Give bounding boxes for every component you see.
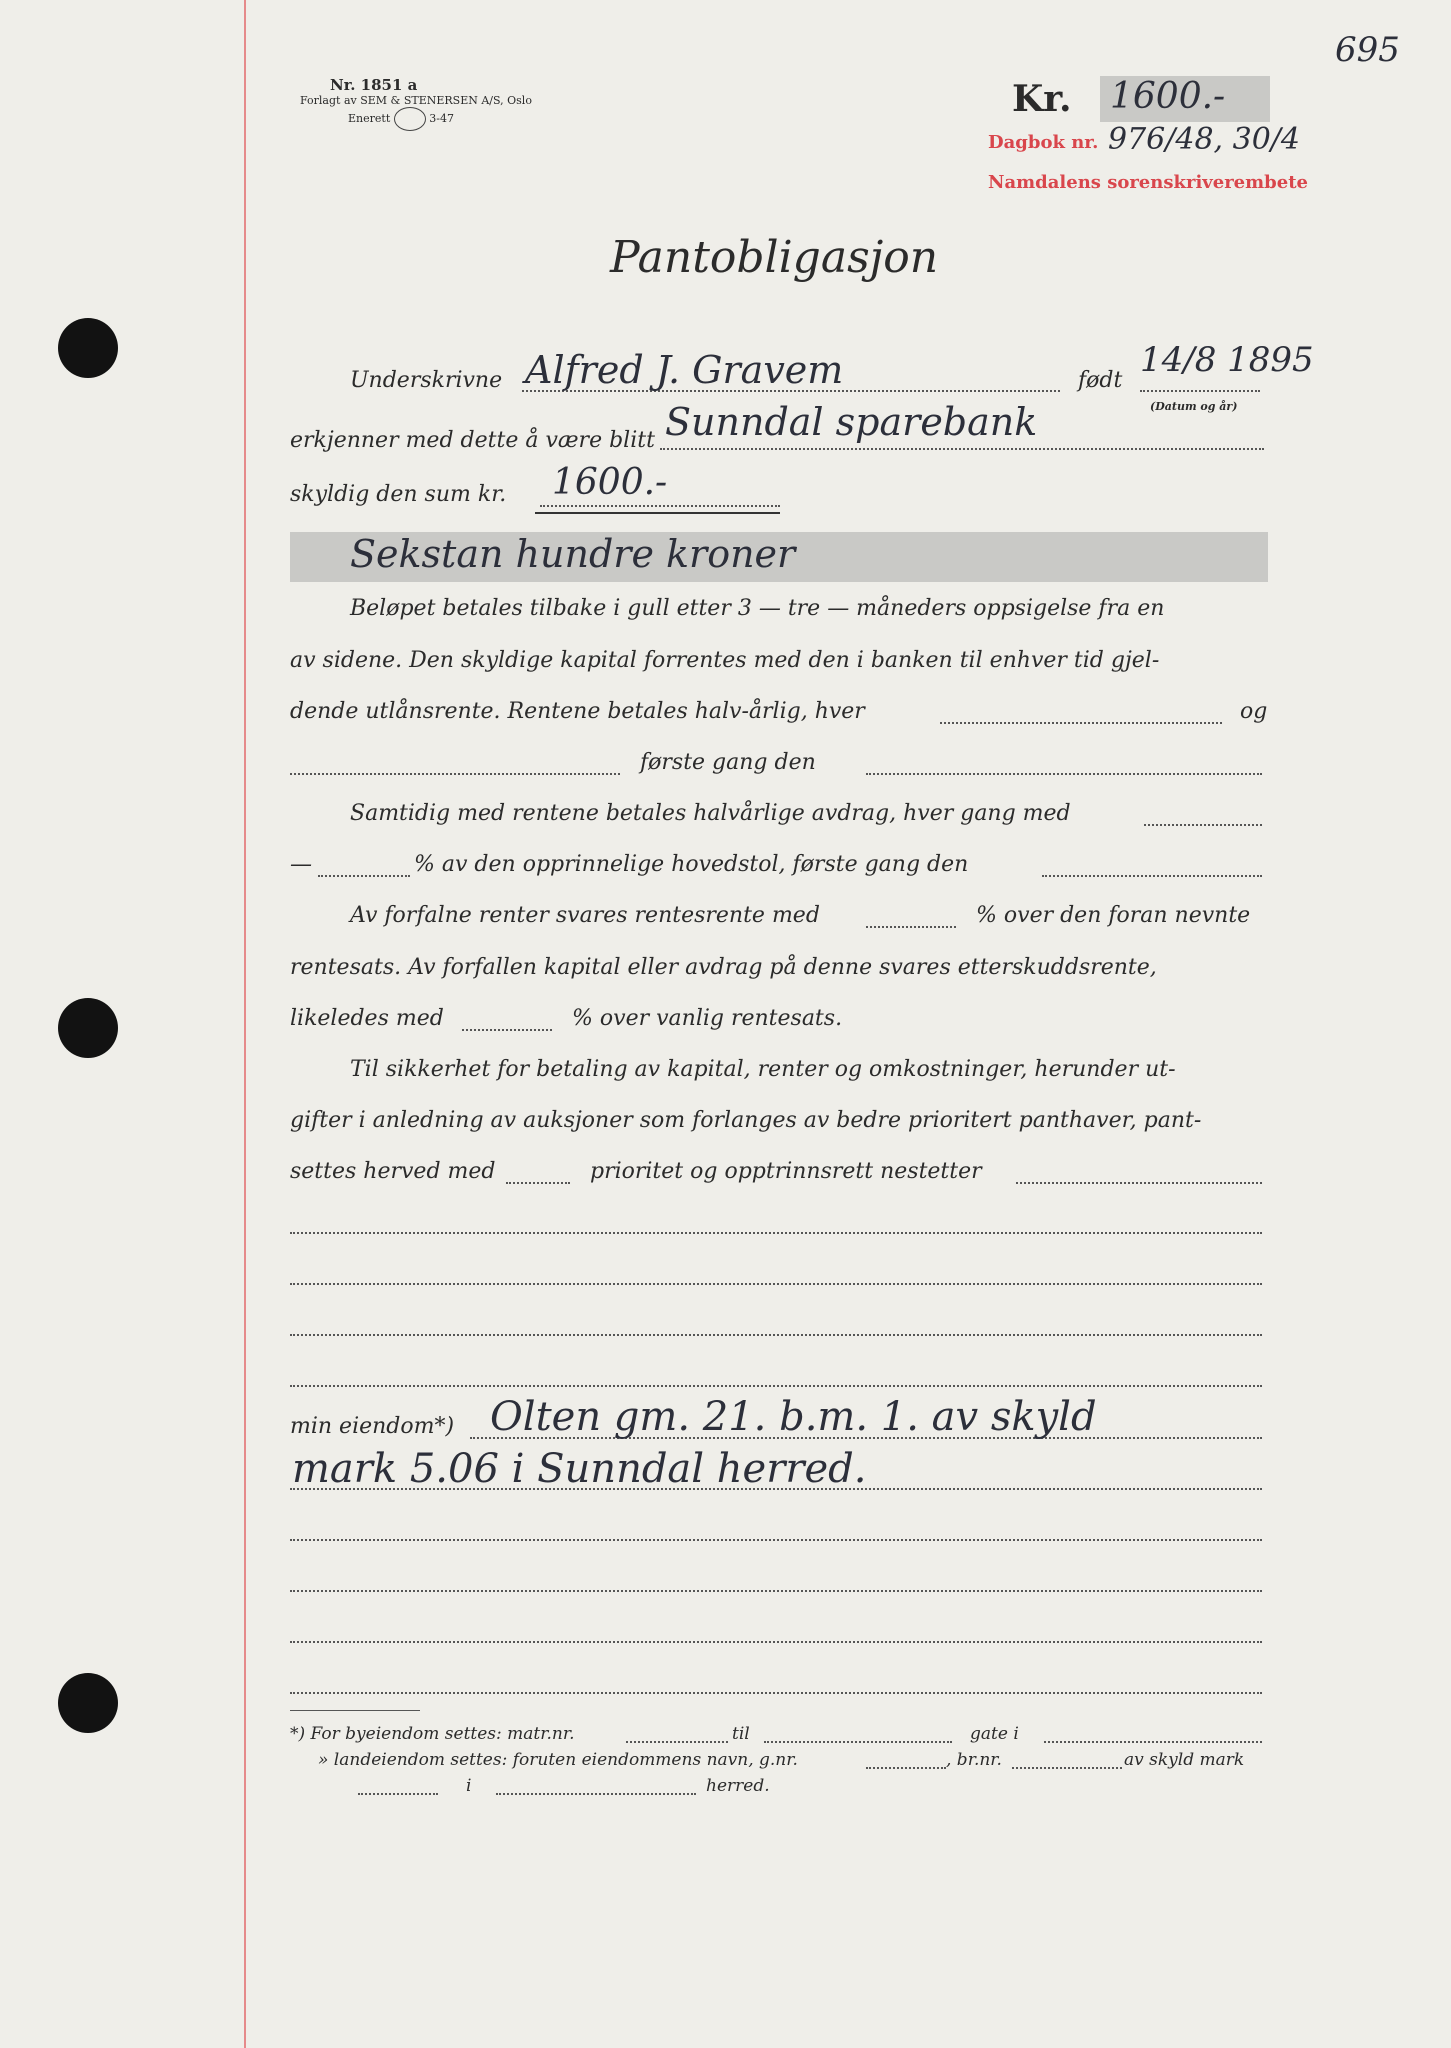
footnote-line-2: » landeiendom settes: foruten eiendommens navn, g.nr. xyxy=(318,1750,798,1770)
dotted-line xyxy=(358,1793,438,1795)
body-line-12: settes herved med xyxy=(290,1159,496,1184)
dotted-line xyxy=(290,1385,1262,1387)
punch-hole-middle xyxy=(58,998,118,1058)
dotted-line xyxy=(290,1334,1262,1336)
publisher-seal-icon xyxy=(394,107,426,131)
body-line-6: % av den opprinnelige hovedstol, første gang den xyxy=(414,852,969,877)
owing-amount: 1600.- xyxy=(552,462,668,503)
amount-underline xyxy=(535,512,780,514)
body-line-12-end: prioritet og opptrinnsrett nestetter xyxy=(590,1159,982,1184)
body-line-1: Beløpet betales tilbake i gull etter 3 — tre — måneders oppsigelse fra en xyxy=(350,596,1165,621)
publisher-block xyxy=(300,76,532,131)
dotted-line xyxy=(866,926,956,928)
document-title: Pantobligasjon xyxy=(610,232,939,283)
stamp-office: Namdalens sorenskriverembete xyxy=(988,172,1308,193)
property-label: min eiendom*) xyxy=(290,1414,455,1439)
dotted-line xyxy=(318,875,410,877)
footnote-line-2-end: av skyld mark xyxy=(1124,1750,1245,1770)
dotted-line xyxy=(290,1283,1262,1285)
publisher-line: Forlagt av SEM & STENERSEN A/S, Oslo xyxy=(300,94,532,107)
footnote-line-1-til: til xyxy=(732,1724,750,1744)
footnote-line-3-i: i xyxy=(466,1776,472,1796)
undersigned-name: Alfred J. Gravem xyxy=(525,348,844,392)
dotted-line xyxy=(290,1692,1262,1694)
footnote-line-1: *) For byeiendom settes: matr.nr. xyxy=(290,1724,575,1744)
body-line-4: første gang den xyxy=(640,750,816,775)
property-description-1: Olten gm. 21. b.m. 1. av skyld xyxy=(490,1394,1097,1440)
form-number: Nr. 1851 a xyxy=(330,76,418,94)
publisher-rights: Enerett xyxy=(348,112,391,125)
owing-label: skyldig den sum kr. xyxy=(290,482,507,507)
body-line-9-end: % over vanlig rentesats. xyxy=(572,1006,843,1031)
property-description-2: mark 5.06 i Sunndal herred. xyxy=(292,1446,867,1492)
dotted-line xyxy=(1044,1741,1262,1743)
dotted-line xyxy=(626,1741,728,1743)
margin-line xyxy=(244,0,246,2048)
publisher-code: 3-47 xyxy=(429,112,454,125)
dotted-line xyxy=(764,1741,952,1743)
dotted-line xyxy=(866,773,1262,775)
acknowledge-label: erkjenner med dette å være blitt xyxy=(290,428,655,453)
born-date: 14/8 1895 xyxy=(1140,340,1314,380)
page-number: 695 xyxy=(1335,30,1400,70)
dotted-line xyxy=(506,1182,570,1184)
dotted-line xyxy=(1012,1767,1122,1769)
footnote-line-3-end: herred. xyxy=(706,1776,770,1796)
amount-in-words: Sekstan hundre kroner xyxy=(350,532,796,576)
body-line-7-end: % over den foran nevnte xyxy=(976,903,1251,928)
date-note: (Datum og år) xyxy=(1150,400,1238,413)
stamp-journal-number: 976/48, 30/4 xyxy=(1108,122,1300,157)
body-line-3: dende utlånsrente. Rentene betales halv-årlig, hver xyxy=(290,699,865,724)
body-line-2: av sidene. Den skyldige kapital forrentes med den i banken til enhver tid gjel- xyxy=(290,648,1160,673)
dotted-line xyxy=(462,1029,552,1031)
body-line-5: Samtidig med rentene betales halvårlige avdrag, hver gang med xyxy=(350,801,1071,826)
amount-label: Kr. xyxy=(1012,78,1072,120)
dotted-line xyxy=(866,1767,946,1769)
body-line-7: Av forfalne renter svares rentesrente med xyxy=(350,903,820,928)
dotted-line xyxy=(290,773,620,775)
dotted-line xyxy=(1016,1182,1262,1184)
body-line-11: gifter i anledning av auksjoner som forlanges av bedre prioritert panthaver, pant- xyxy=(290,1108,1202,1133)
dotted-line xyxy=(290,1641,1262,1643)
footnote-line-2-brnr: , br.nr. xyxy=(946,1750,1002,1770)
undersigned-label: Underskrivne xyxy=(350,368,503,393)
body-line-8: rentesats. Av forfallen kapital eller avdrag på denne svares etterskuddsrente, xyxy=(290,955,1157,980)
born-label: født xyxy=(1078,368,1123,393)
stamp-label: Dagbok nr. xyxy=(988,132,1099,153)
body-line-10: Til sikkerhet for betaling av kapital, renter og omkostninger, herunder ut- xyxy=(350,1057,1176,1082)
body-line-9: likeledes med xyxy=(290,1006,444,1031)
punch-hole-bottom xyxy=(58,1673,118,1733)
dotted-line xyxy=(496,1793,696,1795)
punch-hole-top xyxy=(58,318,118,378)
dotted-line xyxy=(1042,875,1262,877)
amount-value: 1600.- xyxy=(1110,76,1226,117)
footnote-rule xyxy=(290,1710,420,1711)
dotted-line xyxy=(290,1590,1262,1592)
body-line-6-dash: — xyxy=(290,852,312,877)
dotted-line xyxy=(660,448,1264,450)
body-line-3-end: og xyxy=(1240,699,1268,724)
footnote-line-1-gate: gate i xyxy=(970,1724,1019,1744)
dotted-line xyxy=(940,722,1222,724)
dotted-line xyxy=(1144,824,1262,826)
dotted-line xyxy=(290,1232,1262,1234)
dotted-line xyxy=(1140,390,1260,392)
creditor-name: Sunndal sparebank xyxy=(665,400,1038,444)
dotted-line xyxy=(290,1539,1262,1541)
dotted-line xyxy=(540,505,780,507)
